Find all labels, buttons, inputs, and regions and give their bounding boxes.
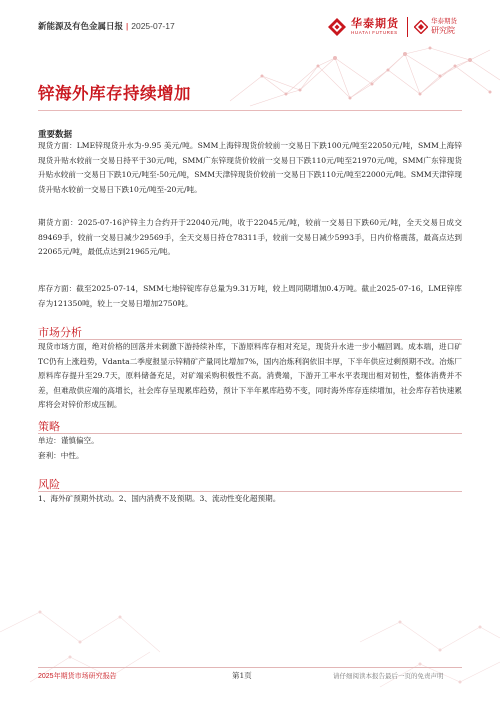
strategy-arbitrage: 套利：中性。 bbox=[38, 451, 84, 460]
title-separator: | bbox=[126, 21, 129, 31]
report-title bbox=[38, 20, 175, 32]
logo-divider bbox=[407, 17, 408, 37]
company-logo bbox=[327, 14, 457, 40]
title-divider bbox=[38, 110, 462, 111]
footer-rule bbox=[38, 667, 462, 668]
footer-pattern bbox=[0, 572, 500, 707]
key-data-heading: 重要数据 bbox=[38, 129, 73, 139]
inventory-paragraph: 库存方面：截至2025-07-14，SMM七地锌锭库存总量为9.31万吨，较上周同期增加0.4万吨。截止2025-07-16，LME锌库存为121350吨，较上一交易日增加2750吨。 bbox=[38, 284, 462, 308]
risk-paragraph: 1、海外矿预期外扰动。2、国内消费不及预期。3、流动性变化超预期。 bbox=[38, 494, 281, 503]
report-date: 2025-07-17 bbox=[131, 21, 175, 31]
huatai-logo-icon bbox=[327, 17, 347, 37]
footer-report-series: 2025年期货市场研究报告 bbox=[38, 673, 117, 680]
strategy-heading: 策略 bbox=[38, 421, 60, 433]
logo-english-name: HUATAI FUTURES bbox=[351, 30, 398, 35]
spot-paragraph: 现货方面：LME锌现货升水为-9.95 美元/吨。SMM上海锌现货价较前一交易日下跌100元/吨至22050元/吨，SMM上海锌现货升贴水较前一交易日持平于30元/吨，SMM广东锌现货价较前一交易日下跌110元/吨至21970元/吨，SMM广东锌现货升贴水较前一交易日下跌10元/吨至-50元/吨，SMM天津锌现货价较前一交易日下跌110元/吨至22000元/吨。SMM天津锌现货升贴水较前一交易日下跌10元/吨至-20元/吨。 bbox=[38, 141, 462, 194]
strategy-single: 单边：谨慎偏空。 bbox=[38, 436, 99, 445]
institute-line-1: 华泰期货 bbox=[431, 18, 457, 25]
report-headline: 锌海外库存持续增加 bbox=[38, 84, 191, 103]
market-analysis-paragraph: 现货市场方面，绝对价格的回落并未刺激下游持续补库，下游原料库存相对充足，现货升水进一步小幅回调。成本端，进口矿TC仍有上涨趋势，Vdanta二季度报显示锌精矿产量同比增加7%，国内冶炼利润依旧丰厚，下半年供应过剩预期不改。冶炼厂原料库存提升至29.7天，原料储备充足，对矿端采购积极性不高。消费端，下游开工率水平表现出相对韧性，整体消费并不差，但难敌供应端的高增长，社会库存呈现累库趋势，预计下半年累库趋势不变，同时海外库存连续增加，社会库存若快速累库将会对锌价形成压制。 bbox=[38, 342, 462, 410]
risk-heading: 风险 bbox=[38, 479, 60, 491]
page-header bbox=[0, 0, 500, 46]
page-number: 第1页 bbox=[232, 671, 252, 680]
futures-paragraph: 期货方面：2025-07-16沪锌主力合约开于22040元/吨，收于22045元/吨，较前一交易日下跌60元/吨，全天交易日成交89469手，较前一交易日减少29569手，全天交易日持仓78311手，较前一交易日减少5993手，日内价格震荡，最高点达到22065元/吨，最低点达到21965元/吨。 bbox=[38, 218, 462, 257]
institute-line-2: 研究院 bbox=[431, 26, 455, 35]
institute-logo-icon bbox=[414, 20, 428, 34]
market-analysis-heading: 市场分析 bbox=[38, 327, 82, 339]
logo-chinese-name: 华泰期货 bbox=[351, 18, 399, 30]
footer-disclaimer-note: 请仔细阅读本报告最后一页的免责声明 bbox=[333, 673, 444, 680]
report-title-text: 新能源及有色金属日报 bbox=[38, 21, 124, 31]
